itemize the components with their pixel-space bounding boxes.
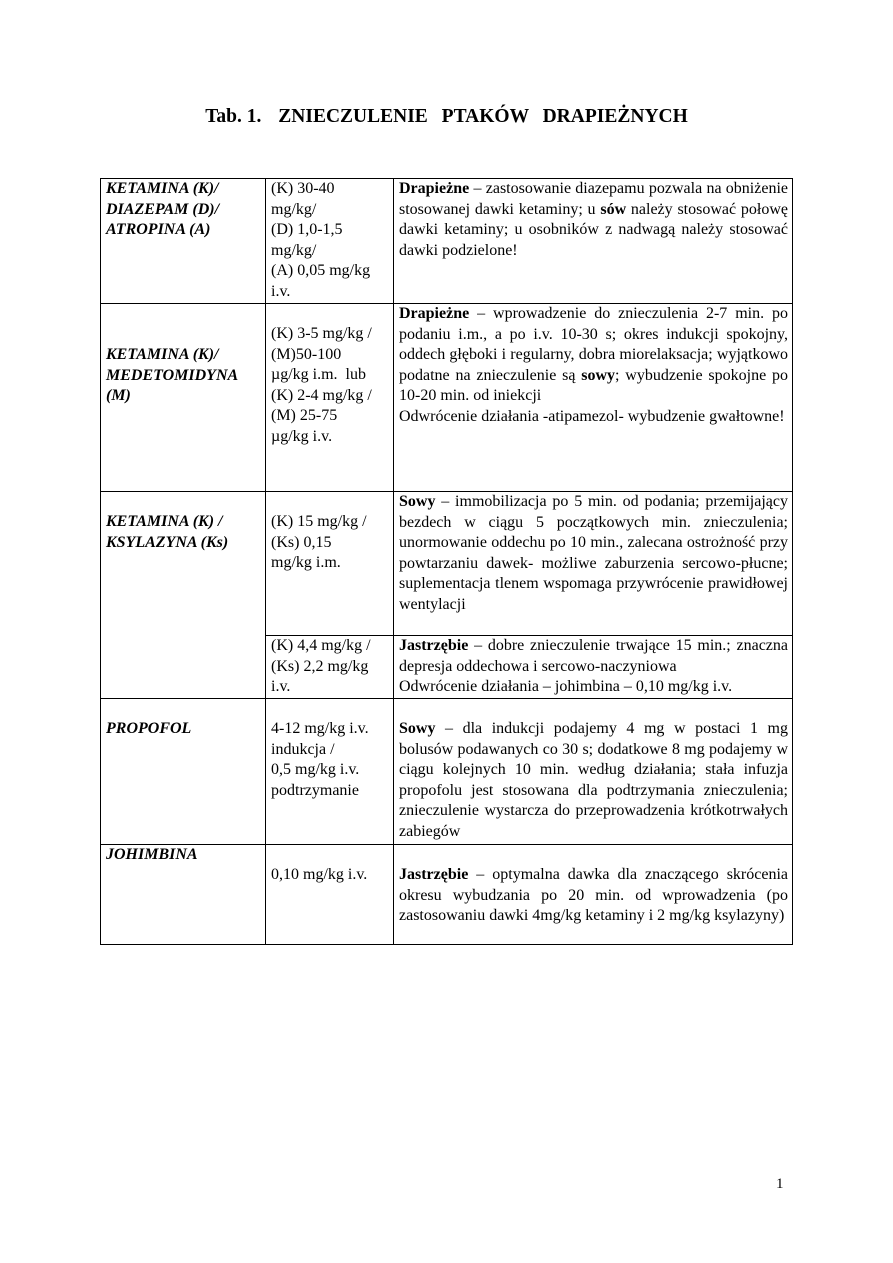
dose-line: (K) 4,4 mg/kg / — [271, 637, 371, 654]
dose-line: (K) 15 mg/kg / — [271, 513, 367, 530]
description-text: – dla indukcji podajemy 4 mg w postaci 1 mg bolusów podawanych co 30 s; dodatkowe 8 mg podajemy w ciągu kolejnych 10 min. według działania; stała infuzja propofolu jest stosowana dla podtrzymania znieczulenia; znieczulenie wystarcza do przeprowadzenia krótkotrwałych zabiegów — [399, 720, 788, 840]
reversal-note: Odwrócenie działania – johimbina – 0,10 mg/kg i.v. — [399, 678, 733, 696]
dose-cell — [266, 179, 394, 304]
dose-line: µg/kg i.v. — [271, 427, 333, 445]
dose-line: (A) 0,05 mg/kg — [271, 262, 371, 280]
dose-line: mg/kg i.m. — [271, 554, 341, 572]
dose-line: (K) 30-40 — [271, 180, 335, 197]
drug-line: (M) — [106, 387, 131, 405]
description-paragraph — [399, 636, 788, 677]
drug-line: KETAMINA (K) / — [106, 513, 223, 530]
drug-cell — [101, 492, 266, 699]
drug-cell — [101, 304, 266, 492]
species-label: sów — [600, 200, 627, 218]
species-label: Sowy — [399, 493, 436, 510]
table-row — [101, 845, 793, 945]
dose-line: (D) 1,0-1,5 — [271, 221, 343, 239]
dose-line: 0,10 mg/kg i.v. — [271, 866, 368, 883]
description-text: ; wybudzenie spokojne po 10-20 min. od iniekcji — [399, 366, 788, 405]
dose-line: i.v. — [271, 678, 291, 696]
dose-line: µg/kg i.m. lub — [271, 366, 366, 384]
dose-cell — [266, 492, 394, 636]
description-cell — [394, 845, 793, 945]
table-row — [101, 492, 793, 636]
table-title-text: ZNIECZULENIE PTAKÓW DRAPIEŻNYCH — [278, 106, 688, 127]
description-text: – immobilizacja po 5 min. od podania; przemijający bezdech w ciągu 5 początkowych min. znieczulenia; unormowanie oddechu po 10 min., zalecana ostrożność przy powtarzaniu dawek- możliwe zaburzenia sercowo-płucne; suplementacja tlenem wspomaga przywrócenie prawidłowej wentylacji — [399, 493, 788, 613]
reversal-note: Odwrócenie działania -atipamezol- wybudzenie gwałtowne! — [399, 407, 785, 425]
description-cell — [394, 179, 793, 304]
table-row — [101, 179, 793, 304]
description-paragraph — [399, 304, 788, 407]
dose-cell — [266, 699, 394, 845]
anesthesia-table — [100, 178, 793, 945]
drug-line: MEDETOMIDYNA — [106, 366, 239, 384]
description-text: – wprowadzenie do znieczulenia 2-7 min. po podaniu i.m., a po i.v. 10-30 s; okres indukcji spokojny, oddech głęboki i regularny, dobra miorelaksacja; wyjątkowo podatne na znieczulenie są — [399, 305, 788, 384]
table-row — [101, 699, 793, 845]
dose-line: 4-12 mg/kg i.v. — [271, 720, 369, 737]
description-text: – zastosowanie diazepamu pozwala na obniżenie stosowanej dawki ketaminy; u — [399, 180, 788, 218]
description-text: – dobre znieczulenie trwające 15 min.; znaczna depresja oddechowa i sercowo-naczyniowa — [399, 637, 788, 675]
drug-line: ATROPINA (A) — [106, 221, 211, 239]
drug-cell — [101, 699, 266, 845]
description-text: – optymalna dawka dla znaczącego skrócenia okresu wybudzania po 20 min. od wprowadzenia (po zastosowaniu dawki 4mg/kg ketaminy i 2 mg/kg ksylazyny) — [399, 866, 788, 925]
species-label: Drapieżne — [399, 305, 470, 322]
dose-line: indukcja / — [271, 740, 335, 758]
drug-line: JOHIMBINA — [106, 846, 198, 863]
dose-cell — [266, 636, 394, 699]
table-number: Tab. 1. — [205, 106, 262, 127]
dose-line: (K) 3-5 mg/kg / — [271, 325, 372, 342]
dose-line: (Ks) 0,15 — [271, 533, 332, 551]
species-label: Jastrzębie — [399, 866, 469, 883]
species-label: Sowy — [399, 720, 436, 737]
species-label: Jastrzębie — [399, 637, 469, 654]
dose-cell — [266, 304, 394, 492]
dose-line: 0,5 mg/kg i.v. — [271, 761, 360, 779]
dose-line: (Ks) 2,2 mg/kg — [271, 657, 369, 675]
dose-line: podtrzymanie — [271, 781, 359, 799]
species-label: Drapieżne — [399, 180, 470, 197]
dose-cell — [266, 845, 394, 945]
species-label: sowy — [581, 366, 616, 384]
dose-line: mg/kg/ — [271, 241, 317, 259]
drug-line: KETAMINA (K)/ — [106, 180, 219, 197]
table-title — [0, 106, 893, 128]
page-number: 1 — [776, 1176, 784, 1192]
description-cell — [394, 304, 793, 492]
drug-line: PROPOFOL — [106, 720, 192, 737]
dose-line: (K) 2-4 mg/kg / — [271, 386, 372, 404]
dose-line: i.v. — [271, 282, 291, 300]
drug-line: KETAMINA (K)/ — [106, 346, 219, 363]
dose-line: (M) 25-75 — [271, 407, 338, 425]
drug-cell — [101, 845, 266, 945]
description-cell — [394, 636, 793, 699]
dose-line: mg/kg/ — [271, 200, 317, 218]
drug-line: KSYLAZYNA (Ks) — [106, 533, 229, 551]
table-row — [101, 304, 793, 492]
drug-cell — [101, 179, 266, 304]
description-cell — [394, 492, 793, 636]
description-cell — [394, 699, 793, 845]
dose-line: (M)50-100 — [271, 345, 342, 363]
drug-line: DIAZEPAM (D)/ — [106, 200, 220, 218]
description-text: należy stosować połowę dawki ketaminy; u osobników z nadwagą należy stosować dawki podzielone! — [399, 200, 788, 259]
